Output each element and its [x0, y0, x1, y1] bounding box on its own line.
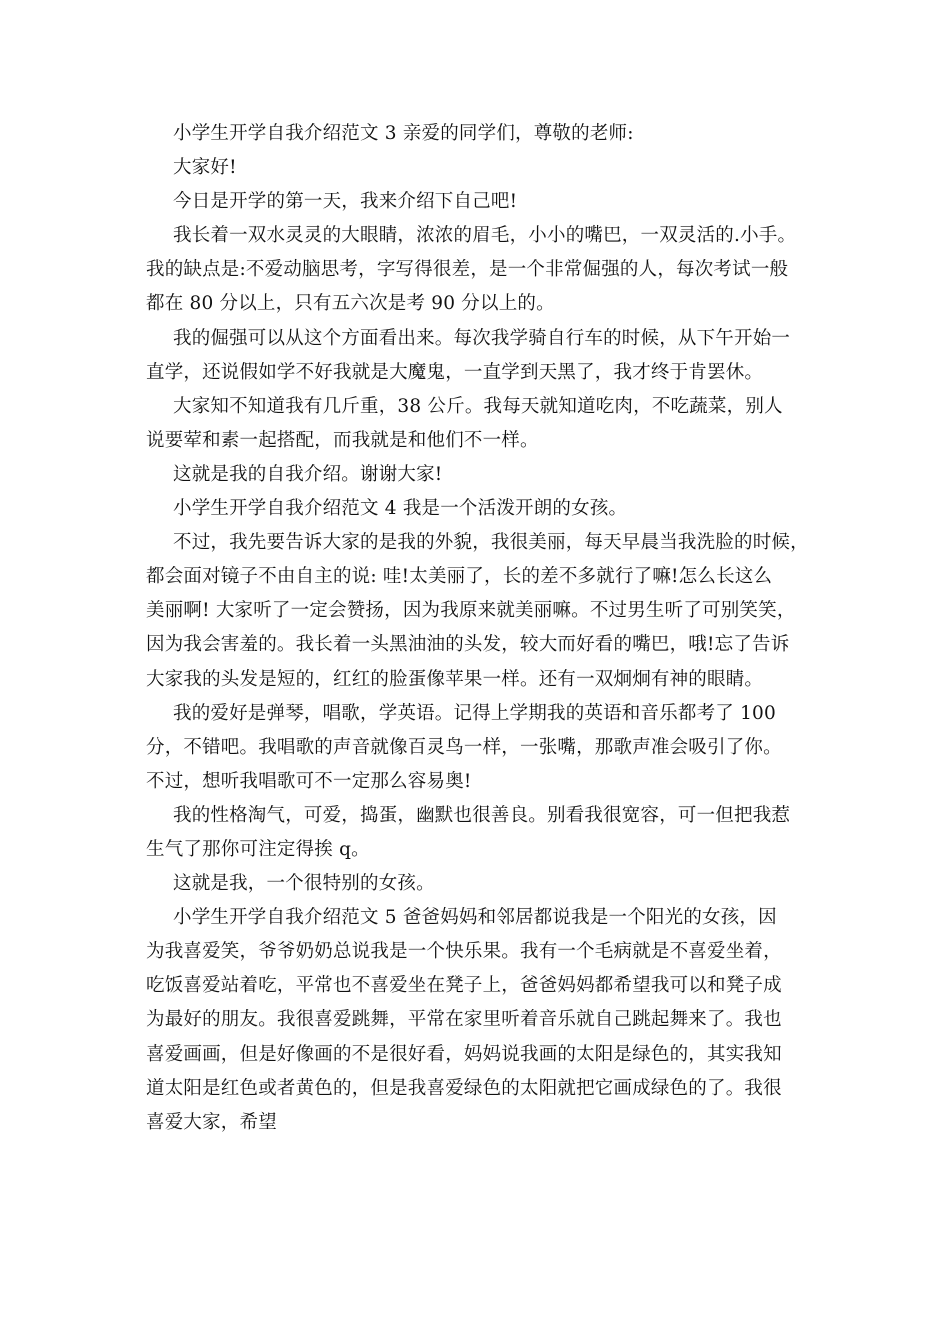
text-line: 为最好的朋友。我很喜爱跳舞，平常在家里听着音乐就自己跳起舞来了。我也: [146, 1009, 782, 1031]
text-line: 小学生开学自我介绍范文 3 亲爱的同学们，尊敬的老师:: [173, 123, 634, 144]
text-line: 小学生开学自我介绍范文 4 我是一个活泼开朗的女孩。: [173, 498, 628, 520]
text-line: 这就是我，一个很特别的女孩。: [173, 873, 435, 895]
text-line: 我的倔强可以从这个方面看出来。每次我学骑自行车的时候，从下午开始一: [173, 327, 791, 349]
text-line: 大家好!: [173, 157, 237, 179]
text-line: 我的缺点是:不爱动脑思考，字写得很差，是一个非常倔强的人，每次考试一般: [146, 259, 789, 281]
text-line: 这就是我的自我介绍。谢谢大家!: [173, 463, 443, 485]
text-line: 大家我的头发是短的，红红的脸蛋像苹果一样。还有一双炯炯有神的眼睛。: [146, 668, 764, 690]
text-line: 小学生开学自我介绍范文 5 爸爸妈妈和邻居都说我是一个阳光的女孩，因: [173, 907, 777, 929]
text-line: 因为我会害羞的。我长着一头黑油油的头发，较大而好看的嘴巴，哦!忘了告诉: [146, 634, 790, 656]
text-line: 喜爱大家，希望: [146, 1111, 277, 1133]
text-line: 我的爱好是弹琴，唱歌，学英语。记得上学期我的英语和音乐都考了 100: [173, 702, 776, 724]
text-line: 直学，还说假如学不好我就是大魔鬼，一直学到天黑了，我才终于肯罢休。: [146, 361, 764, 383]
text-line: 道太阳是红色或者黄色的，但是我喜爱绿色的太阳就把它画成绿色的了。我很: [146, 1077, 782, 1099]
text-line: 今日是开学的第一天，我来介绍下自己吧!: [173, 191, 518, 213]
text-line: 美丽啊! 大家听了一定会赞扬，因为我原来就美丽嘛。不过男生听了可别笑笑，: [146, 600, 796, 622]
text-line: 不过，想听我唱歌可不一定那么容易奥!: [146, 770, 472, 792]
text-line: 分，不错吧。我唱歌的声音就像百灵鸟一样，一张嘴，那歌声准会吸引了你。: [146, 736, 782, 758]
text-line: 说要荤和素一起搭配，而我就是和他们不一样。: [146, 429, 539, 451]
document-body: [146, 117, 816, 1140]
text-line: 大家知不知道我有几斤重，38 公斤。我每天就知道吃肉，不吃蔬菜，别人: [173, 395, 783, 417]
text-line: 都会面对镜子不由自主的说: 哇!太美丽了，长的差不多就行了嘛!怎么长这么: [146, 566, 773, 588]
text-line: 不过，我先要告诉大家的是我的外貌，我很美丽，每天早晨当我洗脸的时候，: [173, 532, 809, 554]
text-line: 为我喜爱笑，爷爷奶奶总说我是一个快乐果。我有一个毛病就是不喜爱坐着，: [146, 941, 782, 963]
text-line: 生气了那你可注定得挨 q。: [146, 838, 370, 860]
text-line: 喜爱画画，但是好像画的不是很好看，妈妈说我画的太阳是绿色的，其实我知: [146, 1043, 782, 1065]
text-line: 吃饭喜爱站着吃，平常也不喜爱坐在凳子上，爸爸妈妈都希望我可以和凳子成: [146, 975, 782, 997]
text-line: 我长着一双水灵灵的大眼睛，浓浓的眉毛，小小的嘴巴，一双灵活的.小手。: [173, 225, 797, 247]
text-line: 我的性格淘气，可爱，捣蛋，幽默也很善良。别看我很宽容，可一但把我惹: [173, 804, 791, 826]
text-line: 都在 80 分以上，只有五六次是考 90 分以上的。: [146, 293, 555, 315]
